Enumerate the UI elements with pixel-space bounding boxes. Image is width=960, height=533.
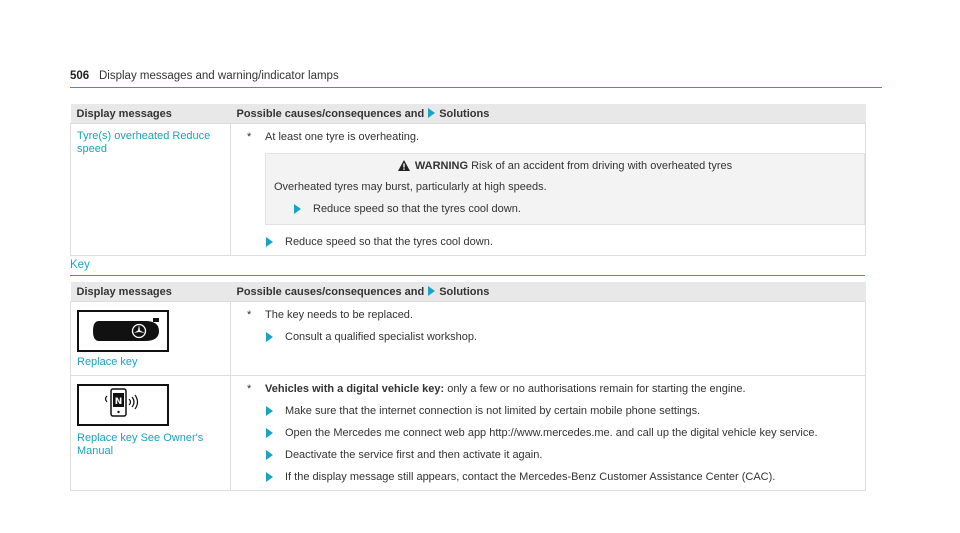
page-header xyxy=(70,70,882,88)
page-title: Display messages and warning/indicator lamps xyxy=(99,70,339,82)
col-display-messages: Display messages xyxy=(71,282,231,302)
table-header-row xyxy=(71,282,866,302)
table-row xyxy=(71,124,866,256)
display-message: Replace key See Owner's Manual xyxy=(77,432,204,457)
arrow-icon xyxy=(428,286,435,296)
digital-key-phone-icon xyxy=(77,384,169,426)
step-arrow-icon xyxy=(266,237,273,247)
step-arrow-icon xyxy=(266,472,273,482)
table-row xyxy=(71,302,866,376)
solution-step: Reduce speed so that the tyres cool down. xyxy=(266,235,859,249)
cause: * The key needs to be replaced. xyxy=(247,309,413,321)
causes-cell xyxy=(231,124,866,256)
table-row xyxy=(71,376,866,491)
warning-text: Overheated tyres may burst, particularly at high speeds. xyxy=(274,181,547,193)
svg-text:N: N xyxy=(114,397,123,407)
col-causes-solutions: Possible causes/consequences and Solutions xyxy=(231,282,866,302)
step-arrow-icon xyxy=(266,406,273,416)
cause: * At least one tyre is overheating. xyxy=(247,131,420,143)
key-messages-table xyxy=(70,282,866,491)
cause: * Vehicles with a digital vehicle key: only a few or no authorisations remain for starting the engine. xyxy=(247,383,746,395)
tyre-messages-table xyxy=(70,104,866,256)
warning-step: Reduce speed so that the tyres cool down. xyxy=(294,202,856,216)
display-message: Tyre(s) overheated Reduce speed xyxy=(77,130,211,155)
section-title-key: Key xyxy=(70,259,865,276)
table-header-row xyxy=(71,104,866,124)
message-cell xyxy=(71,302,231,376)
step-arrow-icon xyxy=(266,450,273,460)
message-cell xyxy=(71,376,231,491)
warning-heading: WARNING Risk of an accident from driving with overheated tyres xyxy=(274,159,856,173)
display-message: Replace key xyxy=(77,356,138,368)
car-key-icon xyxy=(77,310,169,352)
warning-box xyxy=(265,153,865,225)
step-arrow-icon xyxy=(266,332,273,342)
solution-step: Open the Mercedes me connect web app http://www.mercedes.me. and call up the digital vehicle key service. xyxy=(266,426,859,440)
step-arrow-icon xyxy=(294,204,301,214)
warning-triangle-icon xyxy=(398,160,410,171)
causes-cell xyxy=(231,376,866,491)
solution-step: Deactivate the service first and then activate it again. xyxy=(266,448,859,462)
message-cell xyxy=(71,124,231,256)
step-arrow-icon xyxy=(266,428,273,438)
causes-cell xyxy=(231,302,866,376)
arrow-icon xyxy=(428,108,435,118)
solution-step: If the display message still appears, contact the Mercedes-Benz Customer Assistance Center (CAC). xyxy=(266,470,859,484)
page-number: 506 xyxy=(70,70,90,82)
solution-step: Make sure that the internet connection is not limited by certain mobile phone settings. xyxy=(266,404,859,418)
col-causes-solutions: Possible causes/consequences and Solutions xyxy=(231,104,866,124)
solution-step: Consult a qualified specialist workshop. xyxy=(266,330,859,344)
col-display-messages: Display messages xyxy=(71,104,231,124)
